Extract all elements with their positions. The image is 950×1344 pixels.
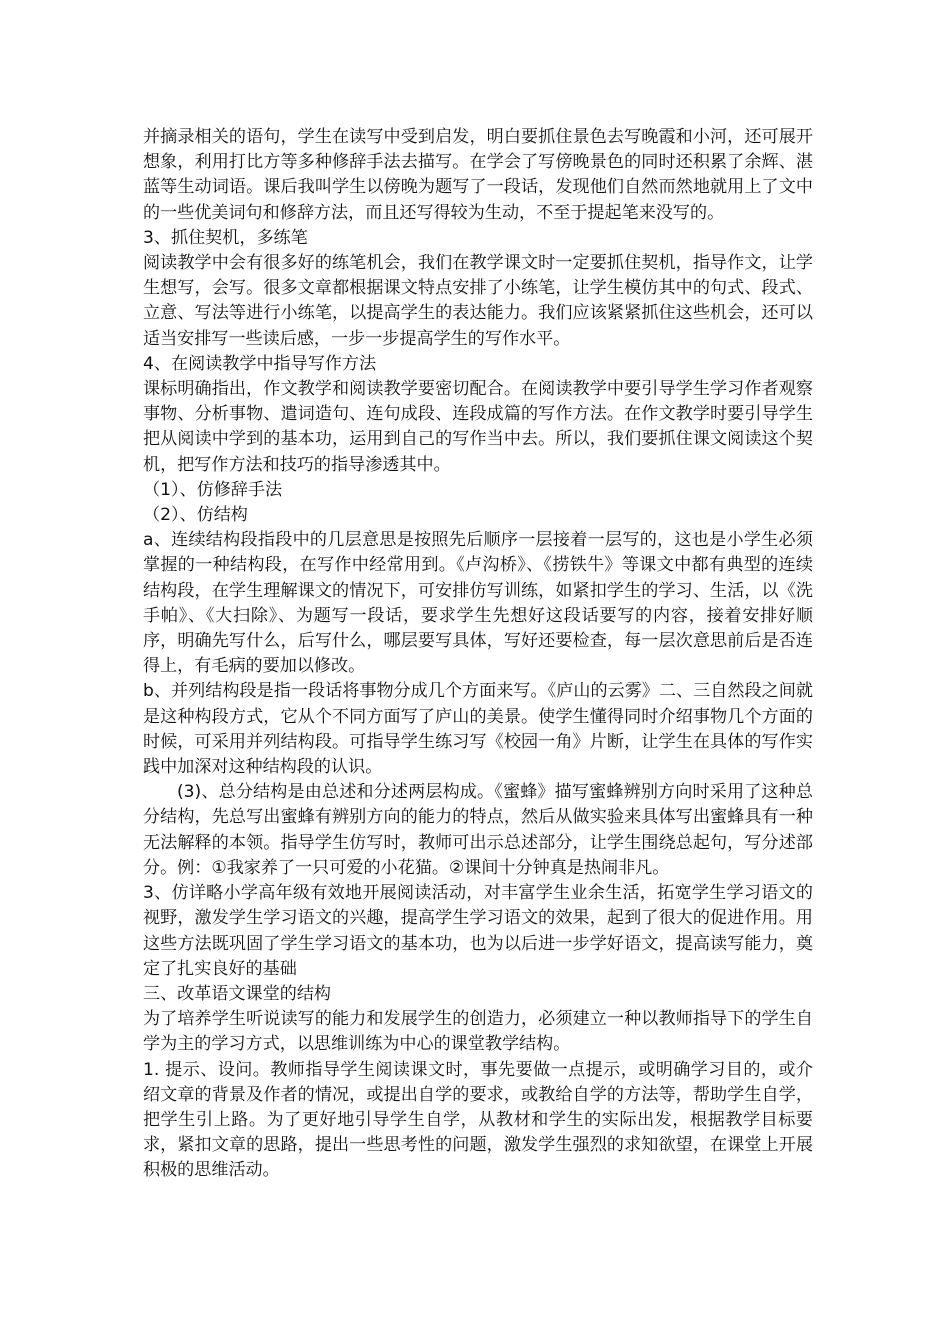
heading-section-3: 三、改革语文课堂的结构 — [143, 983, 332, 1004]
paragraph-3-detail: 3、仿详略小学高年级有效地开展阅读活动，对丰富学生业余生活，拓宽学生学习语文的视野，激发学生学习语文的兴趣，提高学生学习语文的效果，起到了很大的促进作用。用这些方法既巩固了学生学习语文的基本功，也为以后进一步学好语文，提高读写能力，奠定了扎实良好的基础 — [143, 883, 813, 979]
paragraph-a-continuous: a、连续结构段指段中的几层意思是按照先后顺序一层接着一层写的，这也是小学生必须掌握的一种结构段，在写作中经常用到。《卢沟桥》、《捞铁牛》等课文中都有典型的连续结构段，在学生理解课文的情况下，可安排仿写训练，如紧扣学生的学习、生活，以《洗手帕》、《大扫除》、为题写一段话，要求学生先想好这段话要写的内容，接着安排好顺序，明确先写什么，后写什么，哪层要写具体，写好还要检查，每一层次意思前后是否连得上，有毛病的要加以修改。 — [143, 530, 813, 677]
heading-4-writing-method: 4、在阅读教学中指导写作方法 — [143, 353, 377, 374]
paragraph-structure-intro: 为了培养学生听说读写的能力和发展学生的创造力，必须建立一种以教师指导下的学生自学为主的学习方式，以思维训练为中心的课堂教学结构。 — [143, 1009, 813, 1055]
paragraph-1-prompt: 1. 提示、设问。教师指导学生阅读课文时，事先要做一点提示，或明确学习目的，或介绍文章的背景及作者的情况，或提出自学的要求，或教给自学的方法等，帮助学生自学，把学生引上路。为了更好地引导学生自学，从教材和学生的实际出发，根据教学目标要求，紧扣文章的思路，提出一些思考性的问题，激发学生强烈的求知欲望，在课堂上开展积极的思维活动。 — [143, 1059, 813, 1181]
paragraph-3: 课标明确指出，作文教学和阅读教学要密切配合。在阅读教学中要引导学生学习作者观察事物、分析事物、遣词造句、连句成段、连段成篇的写作方法。在作文教学时要引导学生把从阅读中学到的基本功，运用到自己的写作当中去。所以，我们要抓住课文阅读这个契机，把写作方法和技巧的指导渗透其中。 — [143, 379, 813, 475]
paragraph-b-parallel: b、并列结构段是指一段话将事物分成几个方面来写。《庐山的云雾》二、三自然段之间就是这种构段方式，它从个不同方面写了庐山的美景。使学生懂得同时介绍事物几个方面的时候，可采用并列结构段。可指导学生练习写《校园一角》片断，让学生在具体的写作实践中加深对这种结构段的认识。 — [143, 681, 813, 778]
paragraph-3-general-specific: (3)、总分结构是由总述和分述两层构成。《蜜蜂》描写蜜蜂辨别方向时采用了这种总分结构，先总写出蜜蜂有辨别方向的能力的特点，然后从做实验来具体写出蜜蜂具有一种无法解释的本领。指导学生仿写时，教师可出示总述部分，让学生围绕总起句，写分述部分。例：①我家养了一只可爱的小花猫。②课间十分钟真是热闹非凡。 — [143, 782, 813, 878]
subheading-2-structure: （2）、仿结构 — [143, 505, 248, 526]
document-body — [143, 125, 813, 1184]
heading-3-practice: 3、抓住契机，多练笔 — [143, 227, 308, 248]
paragraph-1: 并摘录相关的语句，学生在读写中受到启发，明白要抓住景色去写晚霞和小河，还可展开想象，利用打比方等多种修辞手法去描写。在学会了写傍晚景色的同时还积累了余辉、湛蓝等生动词语。课后我叫学生以傍晚为题写了一段话，发现他们自然而然地就用上了文中的一些优美词句和修辞方法，而且还写得较为生动，不至于提起笔来没写的。 — [143, 127, 813, 223]
subheading-1-rhetoric: （1）、仿修辞手法 — [143, 479, 283, 500]
paragraph-2: 阅读教学中会有很多好的练笔机会，我们在教学课文时一定要抓住契机，指导作文，让学生想写，会写。很多文章都根据课文特点安排了小练笔，让学生模仿其中的句式、段式、立意、写法等进行小练笔，以提高学生的表达能力。我们应该紧紧抓住这些机会，还可以适当安排写一些读后感，一步一步提高学生的写作水平。 — [143, 253, 813, 349]
